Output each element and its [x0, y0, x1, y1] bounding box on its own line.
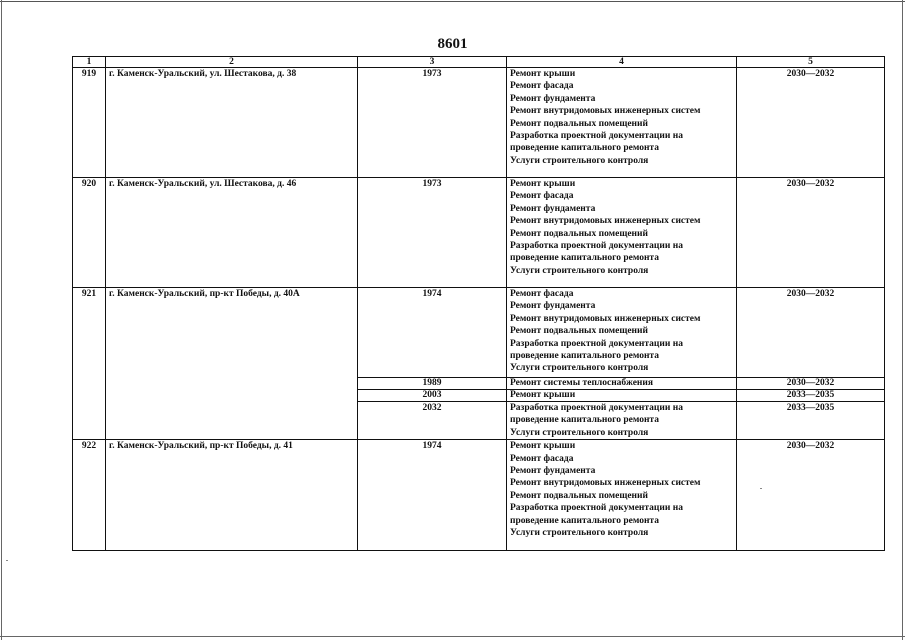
period-cell: 2030—2032 — [737, 288, 885, 378]
work-item: Ремонт фундамента — [510, 301, 596, 312]
capital-repair-table — [72, 56, 885, 551]
work-item: Ремонт крыши — [510, 69, 576, 79]
column-header: 5 — [737, 57, 885, 68]
row-number: 922 — [73, 440, 106, 551]
work-item: Ремонт внутридомовых инженерных систем — [510, 313, 701, 324]
work-item: Ремонт подвальных помещений — [510, 228, 648, 239]
work-item: Услуги строительного контроля — [510, 265, 649, 276]
header-row — [73, 57, 885, 68]
year-cell: 1973 — [358, 178, 507, 288]
work-item: Услуги строительного контроля — [510, 427, 649, 438]
work-item: Ремонт фундамента — [510, 465, 596, 476]
work-item: проведение капитального ремонта — [510, 253, 659, 264]
work-item: Разработка проектной документации на — [510, 130, 683, 141]
works-cell — [507, 178, 737, 288]
work-item: Ремонт внутридомовых инженерных систем — [510, 106, 701, 117]
work-item: Ремонт фундамента — [510, 93, 596, 104]
address-cell: г. Каменск-Уральский, пр-кт Победы, д. 41 — [106, 440, 358, 551]
period-cell: 2030—2032 — [737, 440, 885, 551]
year-cell: 2003 — [358, 390, 507, 402]
work-item: Ремонт фундамента — [510, 203, 596, 214]
period-cell: 2030—2032 — [737, 178, 885, 288]
row-number: 921 — [73, 288, 106, 440]
address-cell: г. Каменск-Уральский, ул. Шестакова, д. 38 — [106, 68, 358, 178]
year-cell: 1974 — [358, 288, 507, 378]
scan-edge-left — [1, 0, 2, 640]
column-header: 1 — [73, 57, 106, 68]
work-item: проведение капитального ремонта — [510, 350, 659, 361]
work-item: Разработка проектной документации на — [510, 240, 683, 251]
work-item: Ремонт фасада — [510, 289, 574, 299]
work-item: Ремонт фасада — [510, 191, 574, 202]
works-cell — [507, 288, 737, 378]
period-cell: 2033—2035 — [737, 402, 885, 440]
column-header: 3 — [358, 57, 507, 68]
work-item: Ремонт системы теплоснабжения — [507, 378, 737, 390]
work-item: Ремонт подвальных помещений — [510, 118, 648, 129]
work-item: Ремонт подвальных помещений — [510, 490, 648, 501]
row-number: 919 — [73, 68, 106, 178]
work-item: Разработка проектной документации на — [510, 403, 683, 413]
work-item: Ремонт крыши — [510, 441, 576, 452]
scan-edge-bottom — [0, 636, 905, 637]
scan-edge-right — [902, 0, 903, 640]
address-cell: г. Каменск-Уральский, пр-кт Победы, д. 40А — [106, 288, 358, 440]
work-item: Услуги строительного контроля — [510, 527, 649, 538]
work-item: проведение капитального ремонта — [510, 515, 659, 526]
work-item: проведение капитального ремонта — [510, 143, 659, 154]
work-item: Разработка проектной документации на — [510, 503, 683, 514]
table-row — [73, 178, 885, 288]
column-header: 2 — [106, 57, 358, 68]
table-row — [73, 288, 885, 378]
period-cell: 2030—2032 — [737, 378, 885, 390]
address-cell: г. Каменск-Уральский, ул. Шестакова, д. 46 — [106, 178, 358, 288]
work-item: проведение капитального ремонта — [510, 415, 659, 426]
table-row — [73, 440, 885, 551]
year-cell: 1989 — [358, 378, 507, 390]
work-item: Услуги строительного контроля — [510, 155, 649, 166]
period-cell: 2033—2035 — [737, 390, 885, 402]
year-cell: 1973 — [358, 68, 507, 178]
work-item: Ремонт внутридомовых инженерных систем — [510, 216, 701, 227]
work-item: Ремонт крыши — [507, 390, 737, 402]
works-cell — [507, 402, 737, 440]
work-item: Ремонт подвальных помещений — [510, 326, 648, 337]
table-row — [73, 68, 885, 178]
page-number: 8601 — [437, 36, 468, 52]
year-cell: 1974 — [358, 440, 507, 551]
period-cell: 2030—2032 — [737, 68, 885, 178]
column-header: 4 — [507, 57, 737, 68]
work-item: Ремонт крыши — [510, 179, 576, 189]
scan-edge-top — [0, 1, 905, 2]
works-cell — [507, 68, 737, 178]
year-cell: 2032 — [358, 402, 507, 440]
work-item: Ремонт внутридомовых инженерных систем — [510, 478, 701, 489]
row-number: 920 — [73, 178, 106, 288]
work-item: Ремонт фасада — [510, 81, 574, 92]
work-item: Услуги строительного контроля — [510, 363, 649, 374]
work-item: Разработка проектной документации на — [510, 338, 683, 349]
scan-speck — [6, 560, 8, 561]
works-cell — [507, 440, 737, 551]
work-item: Ремонт фасада — [510, 453, 574, 464]
